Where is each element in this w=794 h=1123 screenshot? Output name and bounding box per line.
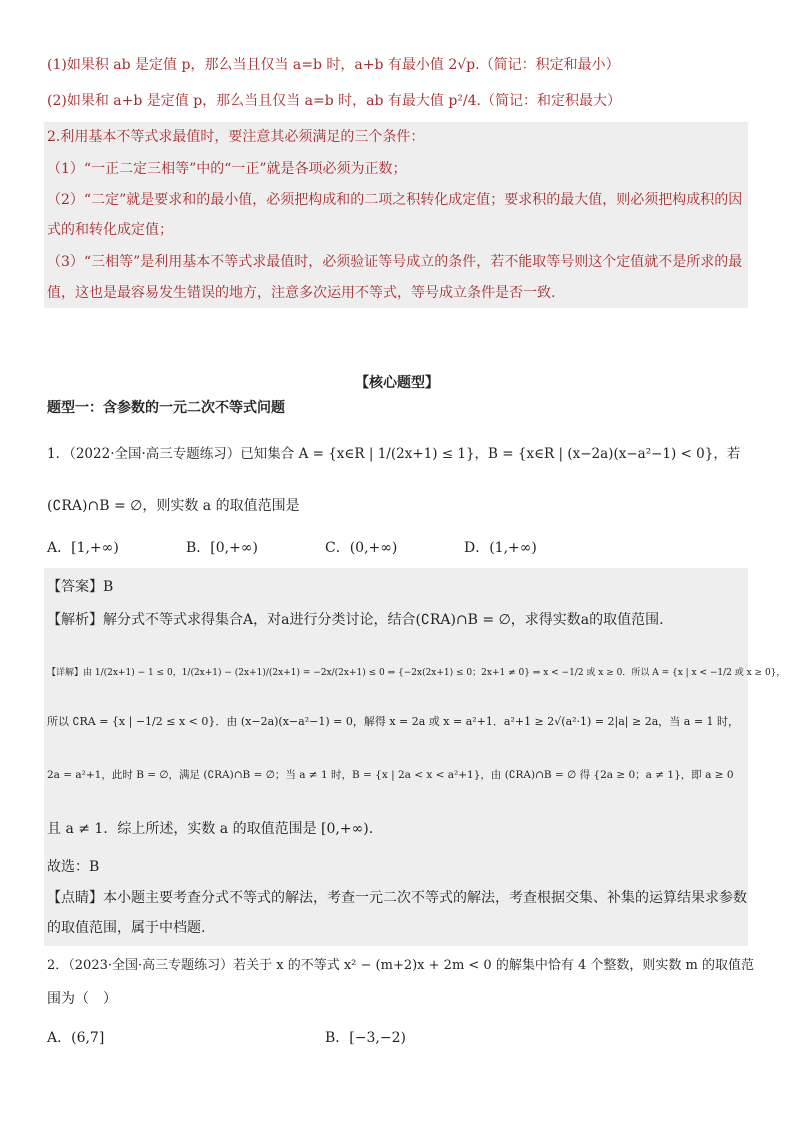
condition-2-line-2: 式的和转化成定值；	[47, 222, 173, 238]
q2-option-b: B．[−3,−2)	[325, 1030, 406, 1046]
notes-block	[44, 122, 748, 308]
q1-stem-line-2: (∁RA)∩B = ∅，则实数 a 的取值范围是	[47, 498, 300, 514]
q1-detail-line-2: 所以 ∁RA = {x | −1/2 ≤ x < 0}．由 (x−2a)(x−a²−1) = 0，解得 x = 2a 或 x = a²+1．a²+1 ≥ 2√(a²·1) = 2|a| ≥ 2a，当 a = 1 时，	[47, 715, 740, 728]
condition-2-line-1: （2）“二定”就是要求和的最小值，必须把构成和的二项之积转化成定值；要求积的最大值，则必须把构成积的因	[47, 192, 743, 208]
theorem-line-1: (1)如果积 ab 是定值 p，那么当且仅当 a=b 时，a+b 有最小值 2√p.（简记：积定和最小）	[47, 57, 620, 73]
q1-detail-line-3: 2a = a²+1，此时 B = ∅，满足 (∁RA)∩B = ∅；当 a ≠ 1 时，B = {x | 2a < x < a²+1}，由 (∁RA)∩B = ∅ 得 {2a ≥ 0；a ≠ 1}，即 a ≥ 0	[47, 769, 734, 781]
condition-1: （1）“一正二定三相等”中的“一正”就是各项必须为正数；	[47, 161, 407, 177]
notes-title: 2.利用基本不等式求最值时，要注意其必须满足的三个条件：	[47, 129, 425, 145]
q1-choose: 故选：B	[47, 859, 100, 875]
q1-option-d: D．(1,+∞)	[464, 540, 537, 556]
condition-3-line-1: （3）“三相等”是利用基本不等式求最值时，必须验证等号成立的条件，若不能取等号则这个定值就不是所求的最	[47, 254, 743, 270]
section-title: 【核心题型】	[355, 375, 439, 391]
condition-3-line-2: 值，这也是最容易发生错误的地方，注意多次运用不等式，等号成立条件是否一致.	[47, 285, 556, 301]
question-type-title: 题型一：含参数的一元二次不等式问题	[47, 400, 285, 416]
q1-option-b: B．[0,+∞)	[186, 540, 258, 556]
q1-comment-line-1: 【点睛】本小题主要考查分式不等式的解法，考查一元二次不等式的解法，考查根据交集、补集的运算结果求参数	[47, 890, 747, 906]
q1-detail-line-1: 【详解】由 1/(2x+1) − 1 ≤ 0，1/(2x+1) − (2x+1)/(2x+1) = −2x/(2x+1) ≤ 0 ⇔ {−2x(2x+1) ≤ 0；2x+1 ≠ 0} ⇒ x < −1/2 或 x ≥ 0．所以 A = {x | x < −1/2 或 x ≥ 0}，	[47, 668, 786, 678]
q1-comment-line-2: 的取值范围，属于中档题.	[47, 920, 206, 936]
q2-stem-line-1: 2．（2023·全国·高三专题练习）若关于 x 的不等式 x² − (m+2)x + 2m < 0 的解集中恰有 4 个整数，则实数 m 的取值范	[47, 958, 754, 973]
theorem-line-2: (2)如果和 a+b 是定值 p，那么当且仅当 a=b 时，ab 有最大值 p²/4.（简记：和定积最大）	[47, 93, 621, 109]
q1-option-c: C．(0,+∞)	[325, 540, 398, 556]
q1-answer: 【答案】B	[47, 579, 114, 595]
q1-option-a: A．[1,+∞)	[47, 540, 119, 556]
q1-detail-line-4: 且 a ≠ 1．综上所述，实数 a 的取值范围是 [0,+∞).	[47, 821, 374, 837]
q1-stem-line-1: 1．（2022·全国·高三专题练习）已知集合 A = {x∈R | 1/(2x+1) ≤ 1}，B = {x∈R | (x−2a)(x−a²−1) < 0}，若	[47, 446, 741, 462]
q2-stem-line-2: 围为（ ）	[47, 991, 117, 1007]
q1-analysis: 【解析】解分式不等式求得集合A，对a进行分类讨论，结合(∁RA)∩B = ∅，求得实数a的取值范围.	[47, 612, 664, 628]
q2-option-a: A．(6,7]	[47, 1030, 105, 1046]
